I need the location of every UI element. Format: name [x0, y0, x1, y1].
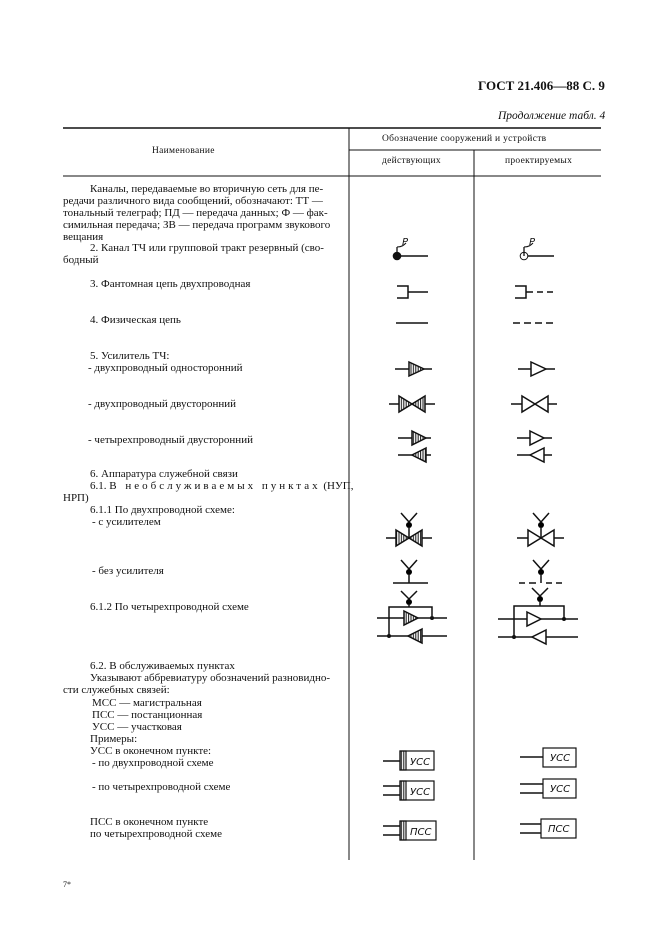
- pss-label-existing: ПСС: [410, 827, 432, 838]
- item-6-1-number: 6.1.: [90, 480, 107, 492]
- column-designation-header: Обозначение сооружений и устройств: [382, 134, 547, 144]
- footer-mark: 7*: [63, 880, 71, 889]
- item-6-1-title: В необслуживаемых пунктах: [109, 480, 321, 492]
- uss-label-4wire-existing: УСС: [410, 787, 431, 798]
- service-comm-4wire-planned-symbol: [498, 588, 578, 644]
- item-6-1-abbr-cont: НРП): [63, 492, 89, 504]
- service-comm-4wire-existing-symbol: [377, 591, 448, 643]
- abbr-uss: УСС — участковая: [92, 721, 182, 733]
- pss-label-planned: ПСС: [548, 824, 570, 835]
- abbr-line: сти служебных связей:: [63, 684, 170, 696]
- reserve-label-existing: Р: [402, 237, 409, 248]
- service-comm-2wire-noamp-planned-symbol: [519, 560, 562, 583]
- item-5b: - двухпроводный двусторонний: [88, 398, 237, 410]
- intro-line: тональный телеграф; ПД — передача данных; Ф — фак-: [63, 207, 328, 219]
- amplifier-2wire-oneway-existing-symbol: [395, 362, 432, 376]
- column-name-header: Наименование: [152, 146, 215, 156]
- amplifier-2wire-oneway-planned-symbol: [518, 362, 555, 376]
- intro-line: симильная передача; ЗВ — передача программ звукового: [63, 219, 331, 231]
- phantom-circuit-existing-symbol: [397, 286, 428, 298]
- abbr-mss: МСС — магистральная: [92, 697, 202, 709]
- intro-line: редачи различного вида сообщений, обозначают: ТТ —: [63, 195, 323, 207]
- abbr-pss: ПСС — постанционная: [92, 709, 203, 721]
- page-reference: ГОСТ 21.406—88 С. 9: [478, 78, 605, 93]
- item-6-2: 6.2. В обслуживаемых пунктах: [90, 660, 235, 672]
- uss-label-2wire-existing: УСС: [410, 757, 431, 768]
- item-6: 6. Аппаратура служебной связи: [90, 468, 238, 480]
- intro-line: вещания: [63, 231, 104, 243]
- uss-2wire-label: - по двухпроводной схеме: [92, 757, 214, 769]
- service-comm-2wire-noamp-existing-symbol: [393, 560, 428, 583]
- item-5a: - двухпроводный односторонний: [88, 362, 243, 374]
- service-comm-2wire-amp-existing-symbol: [386, 513, 432, 546]
- uss-label-4wire-planned: УСС: [550, 784, 571, 795]
- amplifier-2wire-twoway-planned-symbol: [511, 396, 557, 412]
- item-6-1-1: 6.1.1 По двухпроводной схеме:: [90, 504, 235, 516]
- uss-end-label: УСС в оконечном пункте:: [90, 745, 212, 757]
- item-6-1-1b: - без усилителя: [92, 565, 164, 577]
- abbr-line: Указывают аббревиатуру обозначений разновидно-: [90, 672, 331, 684]
- uss-label-2wire-planned: УСС: [550, 753, 571, 764]
- reserve-channel-planned-symbol: [520, 243, 554, 260]
- item-3: 3. Фантомная цепь двухпроводная: [90, 278, 251, 290]
- column-planned-header: проектируемых: [505, 156, 573, 166]
- phantom-circuit-planned-symbol: [515, 286, 553, 298]
- amplifier-4wire-twoway-planned-symbol: [517, 431, 552, 462]
- pss-end-line: по четырехпроводной схеме: [90, 828, 222, 840]
- reserve-label-planned: Р: [529, 237, 536, 248]
- item-2-line: бодный: [63, 254, 99, 266]
- column-existing-header: действующих: [382, 156, 441, 166]
- examples-label: Примеры:: [90, 733, 138, 745]
- uss-4wire-label: - по четырехпроводной схеме: [92, 781, 231, 793]
- pss-end-line: ПСС в оконечном пункте: [90, 816, 209, 828]
- reserve-channel-existing-symbol: [393, 243, 428, 260]
- item-6-1-2: 6.1.2 По четырехпроводной схеме: [90, 601, 249, 613]
- table-continuation: Продолжение табл. 4: [498, 110, 606, 122]
- item-6-1-abbr: (НУП,: [323, 480, 354, 492]
- amplifier-4wire-twoway-existing-symbol: [398, 431, 431, 462]
- item-2-line: 2. Канал ТЧ или групповой тракт резервный (сво-: [90, 242, 324, 254]
- item-5: 5. Усилитель ТЧ:: [90, 350, 170, 362]
- item-6-1-1a: - с усилителем: [92, 516, 161, 528]
- service-comm-2wire-amp-planned-symbol: [517, 513, 564, 546]
- amplifier-2wire-twoway-existing-symbol: [389, 396, 435, 412]
- item-5c: - четырехпроводный двусторонний: [88, 434, 253, 446]
- item-4: 4. Физическая цепь: [90, 314, 181, 326]
- intro-line: Каналы, передаваемые во вторичную сеть для пе-: [90, 183, 324, 195]
